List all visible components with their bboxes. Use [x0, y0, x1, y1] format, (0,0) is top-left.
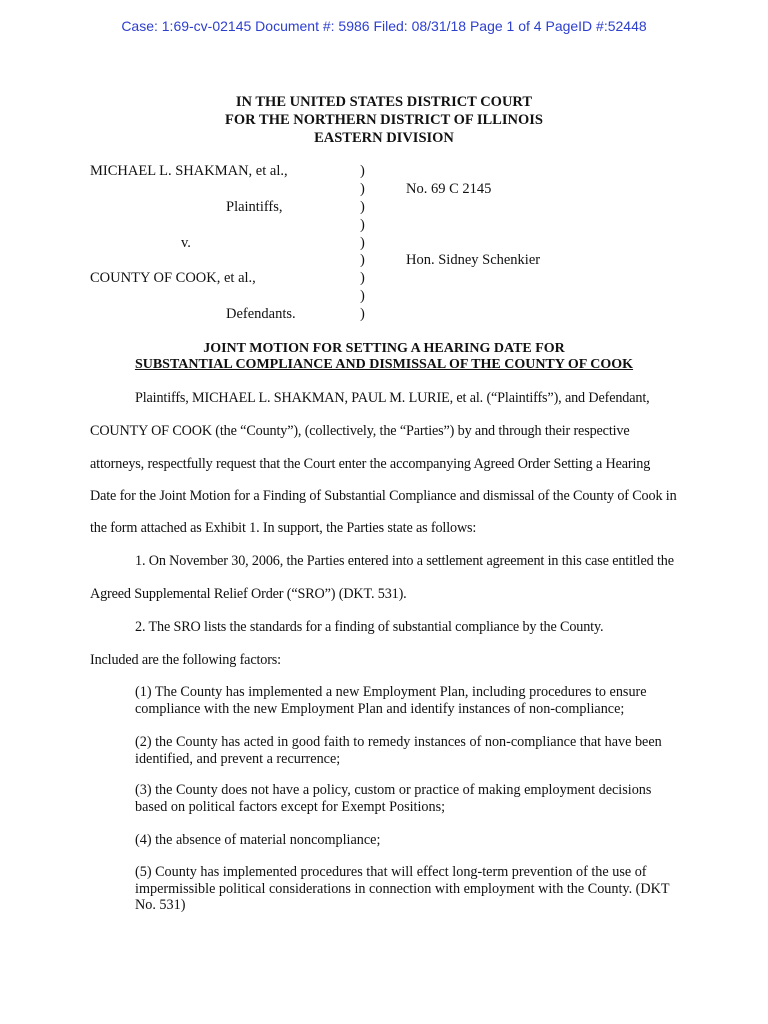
- caption-paren: ): [360, 306, 365, 322]
- factor-item: (2) the County has acted in good faith to remedy instances of non-compliance that have been identified, and prevent a recurrence;: [135, 734, 662, 767]
- intro-line-1: Plaintiffs, MICHAEL L. SHAKMAN, PAUL M. LURIE, et al. (“Plaintiffs”), and Defendant,: [135, 390, 650, 406]
- caption-paren: ): [360, 181, 365, 197]
- motion-title-line-2-text: SUBSTANTIAL COMPLIANCE AND DISMISSAL OF THE COUNTY OF COOK: [134, 357, 634, 372]
- intro-line-4: Date for the Joint Motion for a Finding of Substantial Compliance and dismissal of the County of Cook in: [90, 488, 677, 504]
- caption-paren: ): [360, 163, 365, 179]
- defendants-label: Defendants.: [226, 306, 296, 322]
- ecf-header-stamp: Case: 1:69-cv-02145 Document #: 5986 Filed: 08/31/18 Page 1 of 4 PageID #:52448: [121, 18, 647, 34]
- caption-paren: ): [360, 235, 365, 251]
- versus-label: v.: [181, 235, 191, 251]
- paragraph-2-line-1: 2. The SRO lists the standards for a finding of substantial compliance by the County.: [135, 619, 604, 635]
- court-division: EASTERN DIVISION: [314, 130, 454, 146]
- defendant-name: COUNTY OF COOK, et al.,: [90, 270, 256, 286]
- factor-item: (4) the absence of material noncompliance;: [135, 832, 381, 848]
- caption-paren: ): [360, 217, 365, 233]
- paragraph-1-line-1: 1. On November 30, 2006, the Parties entered into a settlement agreement in this case entitled the: [135, 553, 674, 569]
- intro-line-3: attorneys, respectfully request that the Court enter the accompanying Agreed Order Setting a Hearing: [90, 456, 651, 472]
- plaintiffs-label: Plaintiffs,: [226, 199, 283, 215]
- factor-item: (3) the County does not have a policy, custom or practice of making employment decisions based on political factors except for Exempt Positions;: [135, 782, 652, 815]
- factor-item: (5) County has implemented procedures that will effect long-term prevention of the use of impermissible political considerations in connection with employment with the County. (DKT No. 531): [135, 864, 670, 913]
- caption-paren: ): [360, 288, 365, 304]
- paragraph-1-line-2: Agreed Supplemental Relief Order (“SRO”) (DKT. 531).: [90, 586, 407, 602]
- plaintiff-name: MICHAEL L. SHAKMAN, et al.,: [90, 163, 288, 179]
- court-name-line-1: IN THE UNITED STATES DISTRICT COURT: [235, 94, 533, 110]
- paragraph-2-line-2: Included are the following factors:: [90, 652, 281, 668]
- factor-item: (1) The County has implemented a new Employment Plan, including procedures to ensure compliance with the new Employment Plan and identify instances of non-compliance;: [135, 684, 647, 717]
- motion-title-line-2: [0, 357, 768, 373]
- motion-title-line-1: JOINT MOTION FOR SETTING A HEARING DATE FOR: [203, 341, 565, 356]
- caption-paren: ): [360, 252, 365, 268]
- court-name-line-2: FOR THE NORTHERN DISTRICT OF ILLINOIS: [225, 112, 543, 128]
- intro-line-5: the form attached as Exhibit 1. In support, the Parties state as follows:: [90, 520, 477, 536]
- caption-paren: ): [360, 199, 365, 215]
- caption-paren: ): [360, 270, 365, 286]
- judge-name: Hon. Sidney Schenkier: [406, 252, 541, 268]
- case-number: No. 69 C 2145: [406, 181, 492, 197]
- intro-line-2: COUNTY OF COOK (the “County”), (collectively, the “Parties”) by and through their respective: [90, 423, 630, 439]
